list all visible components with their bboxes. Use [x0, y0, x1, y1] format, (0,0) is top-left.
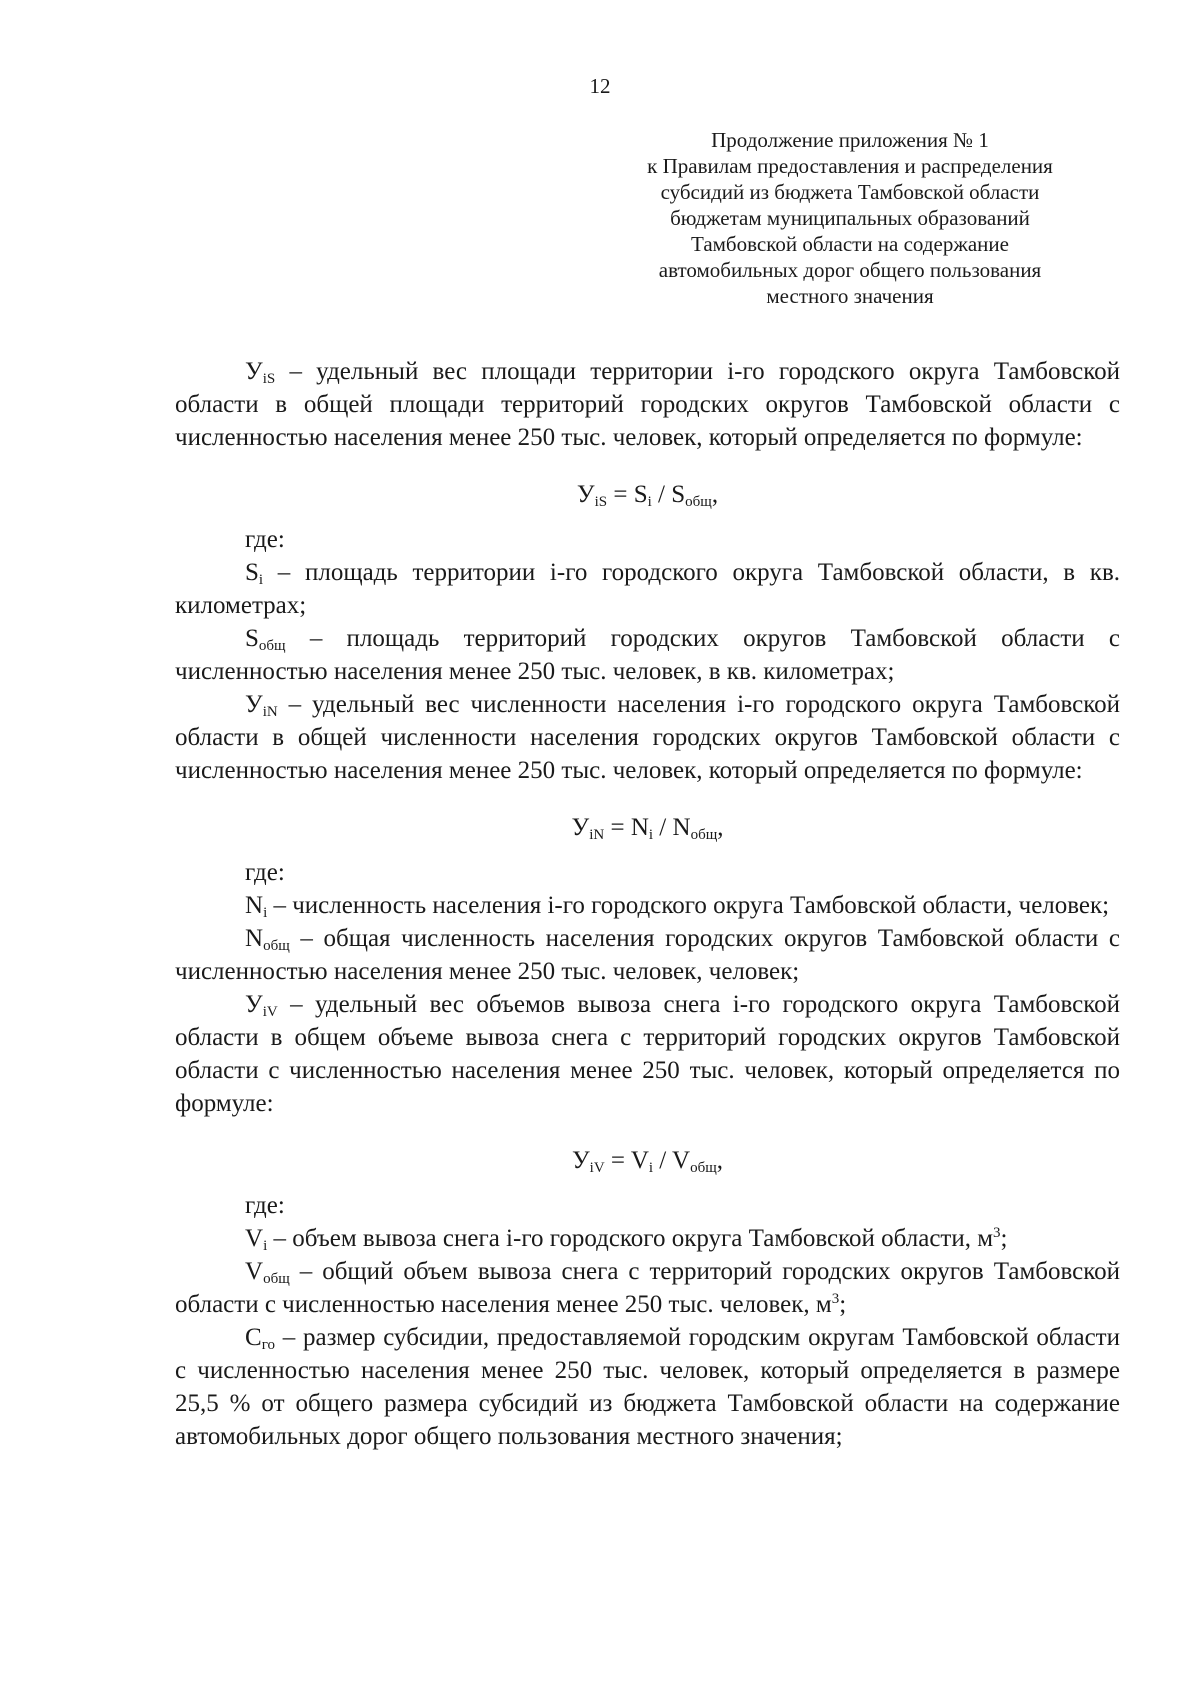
- subscript-in: iN: [589, 827, 605, 843]
- subscript-obshch: общ: [685, 494, 712, 510]
- symbol-u: У: [571, 814, 590, 841]
- definition-text: – численность населения i-го городского округа Тамбовской области, человек;: [267, 892, 1110, 919]
- punctuation: ;: [1000, 1225, 1008, 1252]
- symbol-u: У: [245, 358, 263, 385]
- appendix-header: [615, 127, 1085, 309]
- definition-text: – общий объем вывоза снега с территорий городских округов Тамбовской области с численностью населения менее 250 тыс. человек, м: [175, 1258, 1120, 1318]
- subscript-i: i: [263, 1238, 268, 1254]
- definition-text: – удельный вес объемов вывоза снега i-го городского округа Тамбовской области в общем объеме вывоза снега с территорий городских округов Тамбовской области с численностью населения менее 250 тыс. человек, который определяется по формуле:: [175, 991, 1120, 1117]
- punctuation: ;: [839, 1291, 847, 1318]
- where-label: где:: [245, 1192, 285, 1219]
- subscript-is: iS: [594, 494, 608, 510]
- subscript-i: i: [258, 572, 264, 588]
- definition-text: – удельный вес площади территории i-го городского округа Тамбовской области в общей площади территорий городских округов Тамбовской области с численностью населения менее 250 тыс. человек, который определяется по формуле:: [175, 358, 1120, 451]
- formula-comma: ,: [711, 481, 719, 508]
- where-label: где:: [245, 526, 285, 553]
- formula-divide: /: [651, 481, 672, 508]
- page-number: 12: [589, 74, 611, 98]
- definition-vi: [175, 1222, 1120, 1255]
- document-body: [175, 355, 1120, 1453]
- symbol-s: S: [671, 481, 686, 508]
- where-label: где:: [245, 859, 285, 886]
- subscript-i: i: [263, 905, 268, 921]
- formula-uiv: [175, 1144, 1120, 1177]
- subscript-obshch: общ: [690, 1160, 717, 1176]
- formula-equals: =: [607, 481, 634, 508]
- symbol-v: V: [672, 1147, 691, 1174]
- definition-text: – общая численность населения городских округов Тамбовской области с численностью населения менее 250 тыс. человек, человек;: [175, 925, 1120, 985]
- definition-text: – объем вывоза снега i-го городского округа Тамбовской области, м: [267, 1225, 994, 1252]
- symbol-s: S: [245, 559, 259, 586]
- formula-uis: [175, 478, 1120, 511]
- formula-divide: /: [653, 1147, 673, 1174]
- subscript-obshch: общ: [263, 938, 290, 954]
- definition-uis: [175, 355, 1120, 454]
- definition-si: [175, 556, 1120, 622]
- symbol-u: У: [576, 481, 595, 508]
- formula-equals: =: [604, 1147, 631, 1174]
- subscript-obshch: общ: [263, 1271, 290, 1287]
- subscript-is: iS: [262, 371, 276, 387]
- subscript-i: i: [647, 494, 652, 510]
- formula-uin: [175, 811, 1120, 844]
- symbol-n: N: [672, 814, 691, 841]
- superscript-3: 3: [993, 1225, 1001, 1241]
- formula-comma: ,: [716, 1147, 724, 1174]
- symbol-u: У: [245, 991, 263, 1018]
- definition-cgo: [175, 1321, 1120, 1453]
- appendix-header-line: субсидий из бюджета Тамбовской области: [660, 180, 1040, 204]
- appendix-header-line: к Правилам предоставления и распределения: [647, 154, 1053, 178]
- appendix-header-line: местного значения: [766, 284, 934, 308]
- subscript-go: го: [261, 1337, 275, 1353]
- definition-sobshch: [175, 622, 1120, 688]
- formula-divide: /: [653, 814, 673, 841]
- definition-ni: [175, 889, 1120, 922]
- symbol-c: С: [245, 1324, 262, 1351]
- superscript-3: 3: [831, 1291, 840, 1307]
- symbol-s: S: [245, 625, 259, 652]
- definition-nobshch: [175, 922, 1120, 988]
- symbol-v: V: [245, 1258, 264, 1285]
- appendix-header-line: Продолжение приложения № 1: [711, 128, 989, 152]
- formula-comma: ,: [717, 814, 724, 841]
- symbol-v: V: [245, 1225, 264, 1252]
- subscript-iv: iV: [262, 1004, 278, 1020]
- symbol-v: V: [630, 1147, 649, 1174]
- definition-text: – размер субсидии, предоставляемой городским округам Тамбовской области с численностью населения менее 250 тыс. человек, который определяется в размере 25,5 % от общего размера субсидий из бюджета Тамбовской области на содержание автомобильных дорог общего пользования местного значения;: [175, 1324, 1120, 1450]
- symbol-u: У: [245, 691, 263, 718]
- symbol-u: У: [571, 1147, 590, 1174]
- appendix-header-line: Тамбовской области на содержание: [691, 232, 1009, 256]
- subscript-obshch: общ: [690, 827, 718, 843]
- definition-text: – удельный вес численности населения i-го городского округа Тамбовской области в общей численности населения городских округов Тамбовской области с численностью населения менее 250 тыс. человек, который определяется по формуле:: [175, 691, 1120, 784]
- subscript-i: i: [648, 1160, 654, 1176]
- subscript-i: i: [648, 827, 654, 843]
- definition-uin: [175, 688, 1120, 787]
- definition-vobshch: [175, 1255, 1120, 1321]
- definition-text: – площадь территорий городских округов Тамбовской области с численностью населения менее 250 тыс. человек, в кв. километрах;: [175, 625, 1120, 685]
- symbol-n: N: [245, 892, 264, 919]
- definition-uiv: [175, 988, 1120, 1120]
- subscript-in: iN: [262, 704, 278, 720]
- formula-equals: =: [604, 814, 631, 841]
- definition-text: – площадь территории i-го городского округа Тамбовской области, в кв. километрах;: [175, 559, 1120, 619]
- subscript-obshch: общ: [258, 638, 286, 654]
- subscript-iv: iV: [589, 1160, 605, 1176]
- appendix-header-line: автомобильных дорог общего пользования: [658, 258, 1042, 282]
- symbol-n: N: [630, 814, 649, 841]
- symbol-n: N: [245, 925, 264, 952]
- symbol-s: S: [633, 481, 648, 508]
- appendix-header-line: бюджетам муниципальных образований: [670, 206, 1030, 230]
